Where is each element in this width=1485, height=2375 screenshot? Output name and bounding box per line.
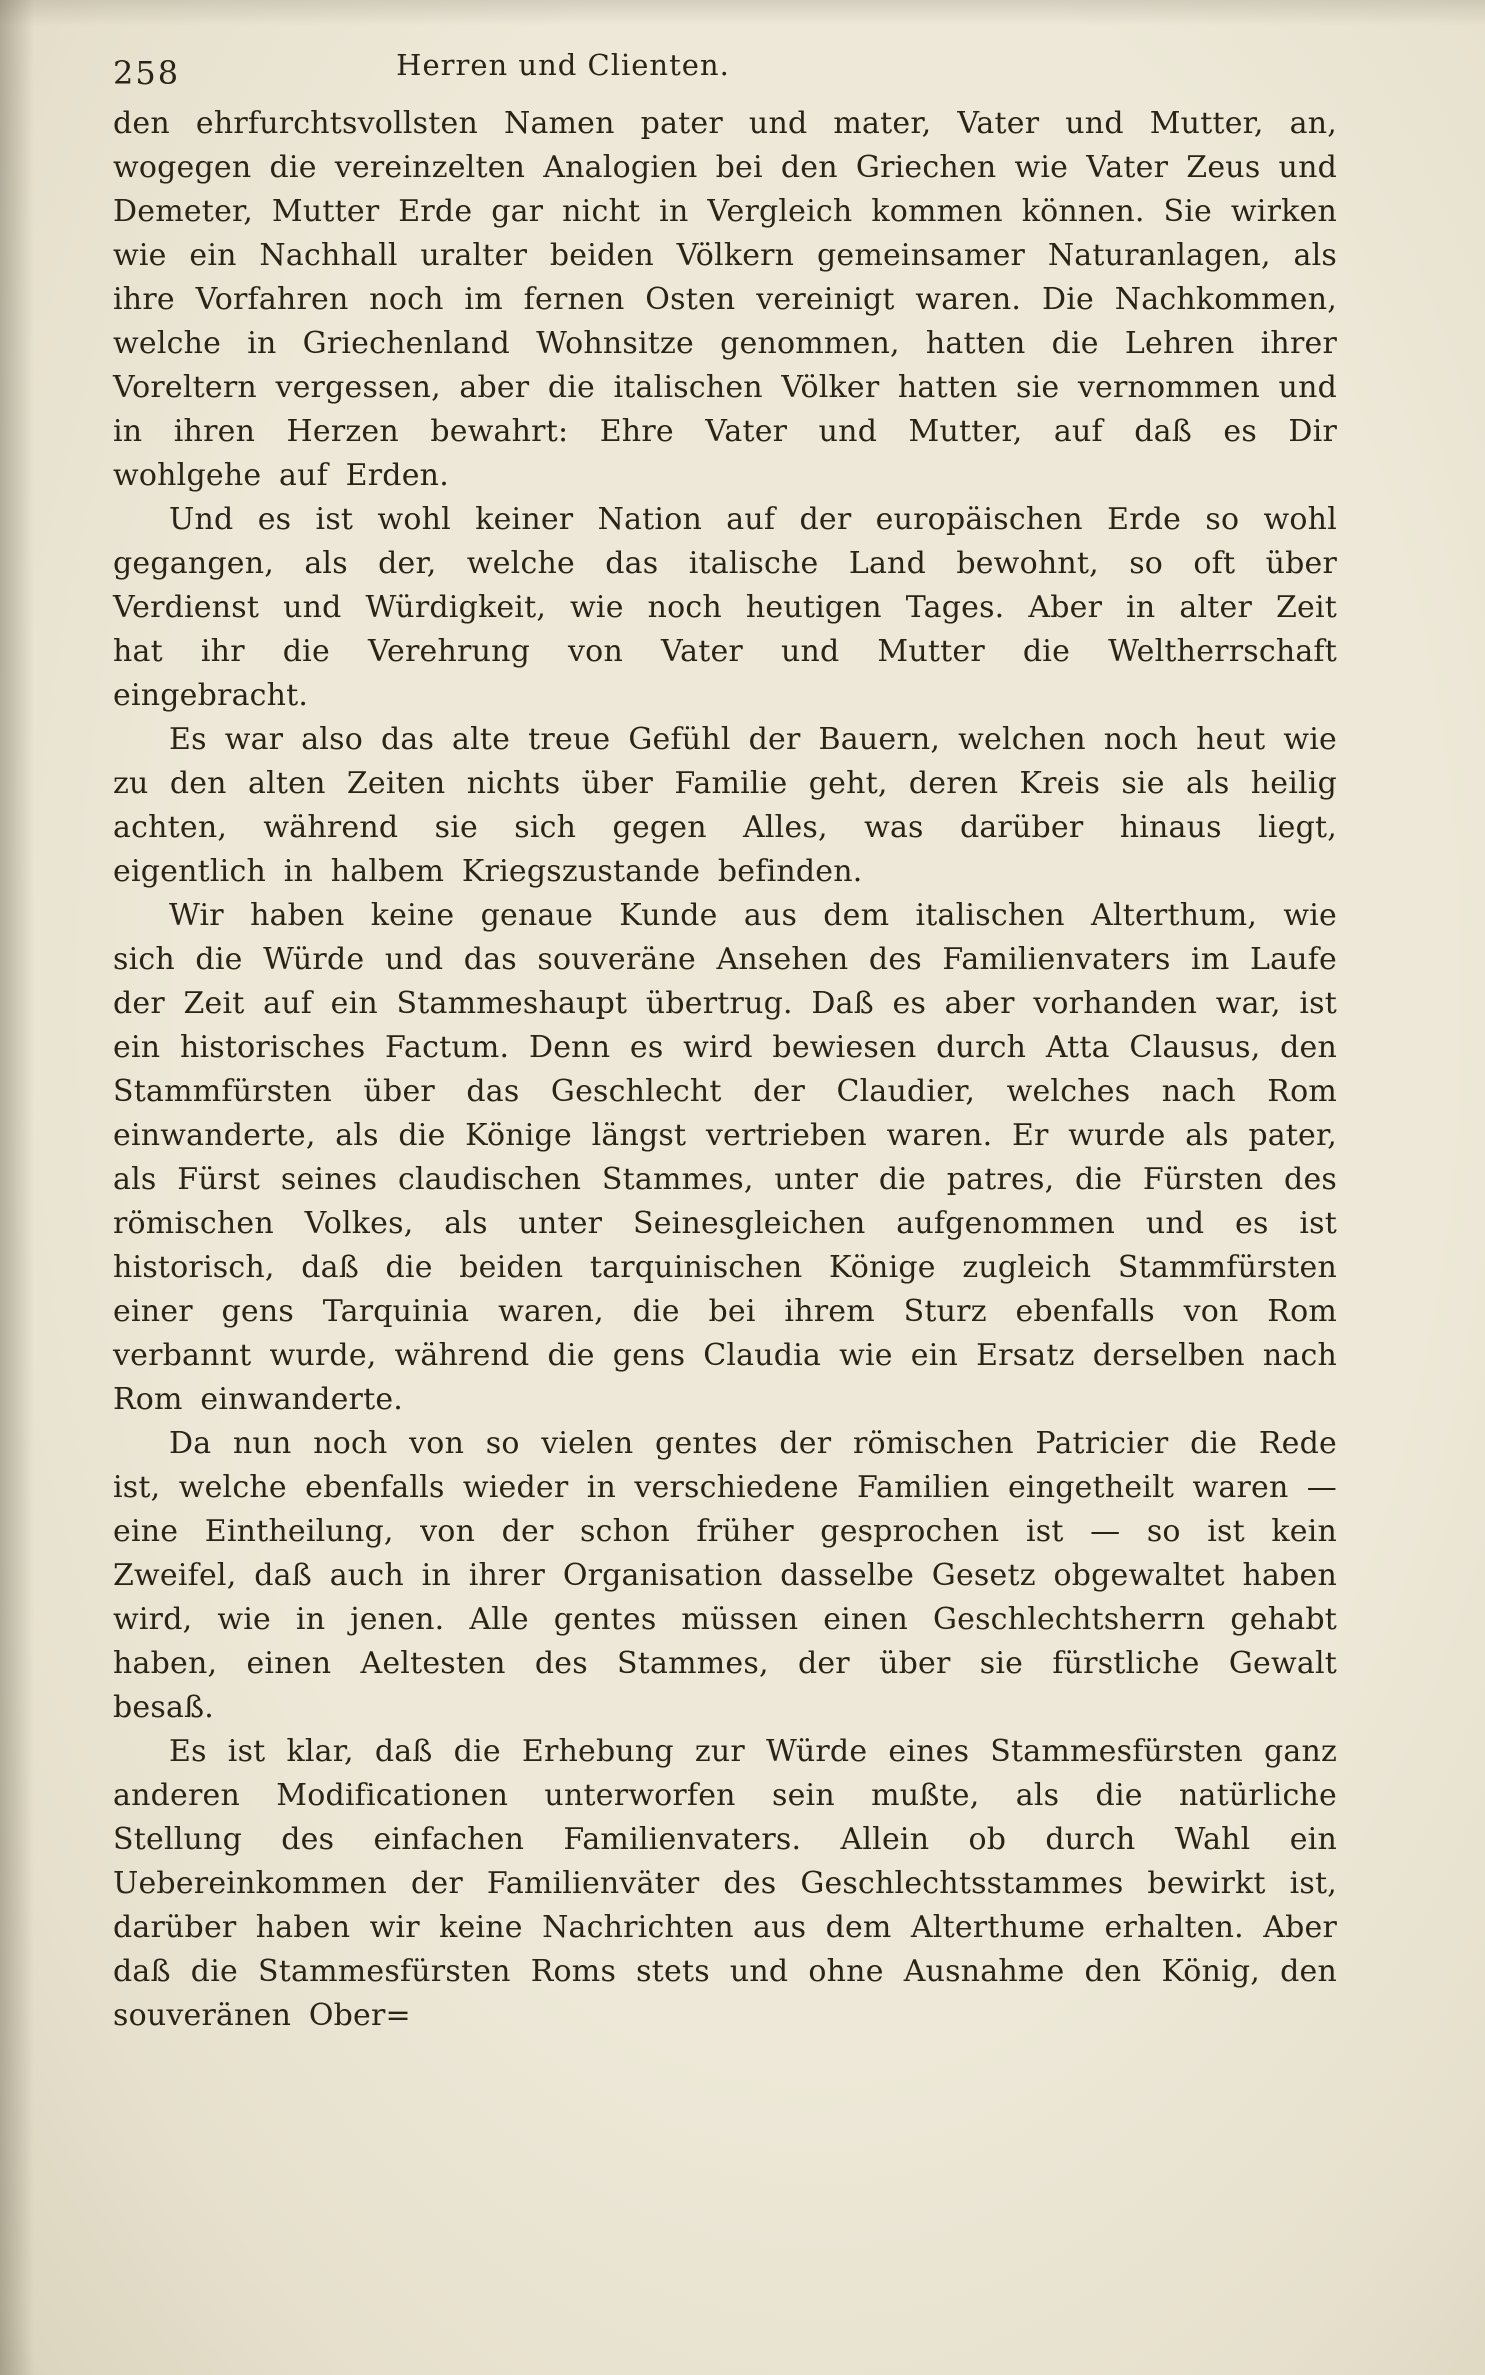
paragraph: Es war also das alte treue Gefühl der Bauern, welchen noch heut wie zu den alten Zeiten nichts über Familie geht, deren Kreis sie als heilig achten, während sie sich gegen Alles, was darüber hinaus liegt, eigentlich in halbem Kriegszustande befinden. <box>113 722 1337 889</box>
page-body <box>113 102 1337 2038</box>
running-title: Herren und Clienten. <box>396 48 730 82</box>
paragraph: Es ist klar, daß die Erhebung zur Würde eines Stammesfürsten ganz anderen Modificationen unterworfen sein mußte, als die natürliche Stellung des einfachen Familienvaters. Allein ob durch Wahl ein Uebereinkommen der Familienväter des Geschlechtsstammes bewirkt ist, darüber haben wir keine Nachrichten aus dem Alterthume erhalten. Aber daß die Stammesfürsten Roms stets und ohne Ausnahme den König, den souveränen Ober= <box>113 1734 1337 2033</box>
paragraph: Und es ist wohl keiner Nation auf der europäischen Erde so wohl gegangen, als der, welche das italische Land bewohnt, so oft über Verdienst und Würdigkeit, wie noch heutigen Tages. Aber in alter Zeit hat ihr die Verehrung von Vater und Mutter die Weltherrschaft eingebracht. <box>113 502 1337 713</box>
page-number: 258 <box>113 54 181 92</box>
page-header <box>113 46 1365 94</box>
paragraph: Wir haben keine genaue Kunde aus dem italischen Alterthum, wie sich die Würde und das souveräne Ansehen des Familienvaters im Laufe der Zeit auf ein Stammeshaupt übertrug. Daß es aber vorhanden war, ist ein historisches Factum. Denn es wird bewiesen durch Atta Clausus, den Stammfürsten über das Geschlecht der Claudier, welches nach Rom einwanderte, als die Könige längst vertrieben waren. Er wurde als pater, als Fürst seines claudischen Stammes, unter die patres, die Fürsten des römischen Volkes, als unter Seinesgleichen aufgenommen und es ist historisch, daß die beiden tarquinischen Könige zugleich Stammfürsten einer gens Tarquinia waren, die bei ihrem Sturz ebenfalls von Rom verbannt wurde, während die gens Claudia wie ein Ersatz derselben nach Rom einwanderte. <box>113 898 1337 1417</box>
paragraph: Da nun noch von so vielen gentes der römischen Patricier die Rede ist, welche ebenfalls wieder in verschiedene Familien eingetheilt waren — eine Eintheilung, von der schon früher gesprochen ist — so ist kein Zweifel, daß auch in ihrer Organisation dasselbe Gesetz obgewaltet haben wird, wie in jenen. Alle gentes müssen einen Geschlechtsherrn gehabt haben, einen Aeltesten des Stammes, der über sie fürstliche Gewalt besaß. <box>113 1426 1337 1725</box>
paragraph-continuation: den ehrfurchtsvollsten Namen pater und mater, Vater und Mutter, an, wogegen die vereinzelten Analogien bei den Griechen wie Vater Zeus und Demeter, Mutter Erde gar nicht in Vergleich kommen können. Sie wirken wie ein Nachhall uralter beiden Völkern gemeinsamer Naturanlagen, als ihre Vorfahren noch im fernen Osten vereinigt waren. Die Nachkommen, welche in Griechenland Wohnsitze genommen, hatten die Lehren ihrer Voreltern vergessen, aber die italischen Völker hatten sie vernommen und in ihren Herzen bewahrt: Ehre Vater und Mutter, auf daß es Dir wohlgehe auf Erden. <box>113 106 1337 493</box>
